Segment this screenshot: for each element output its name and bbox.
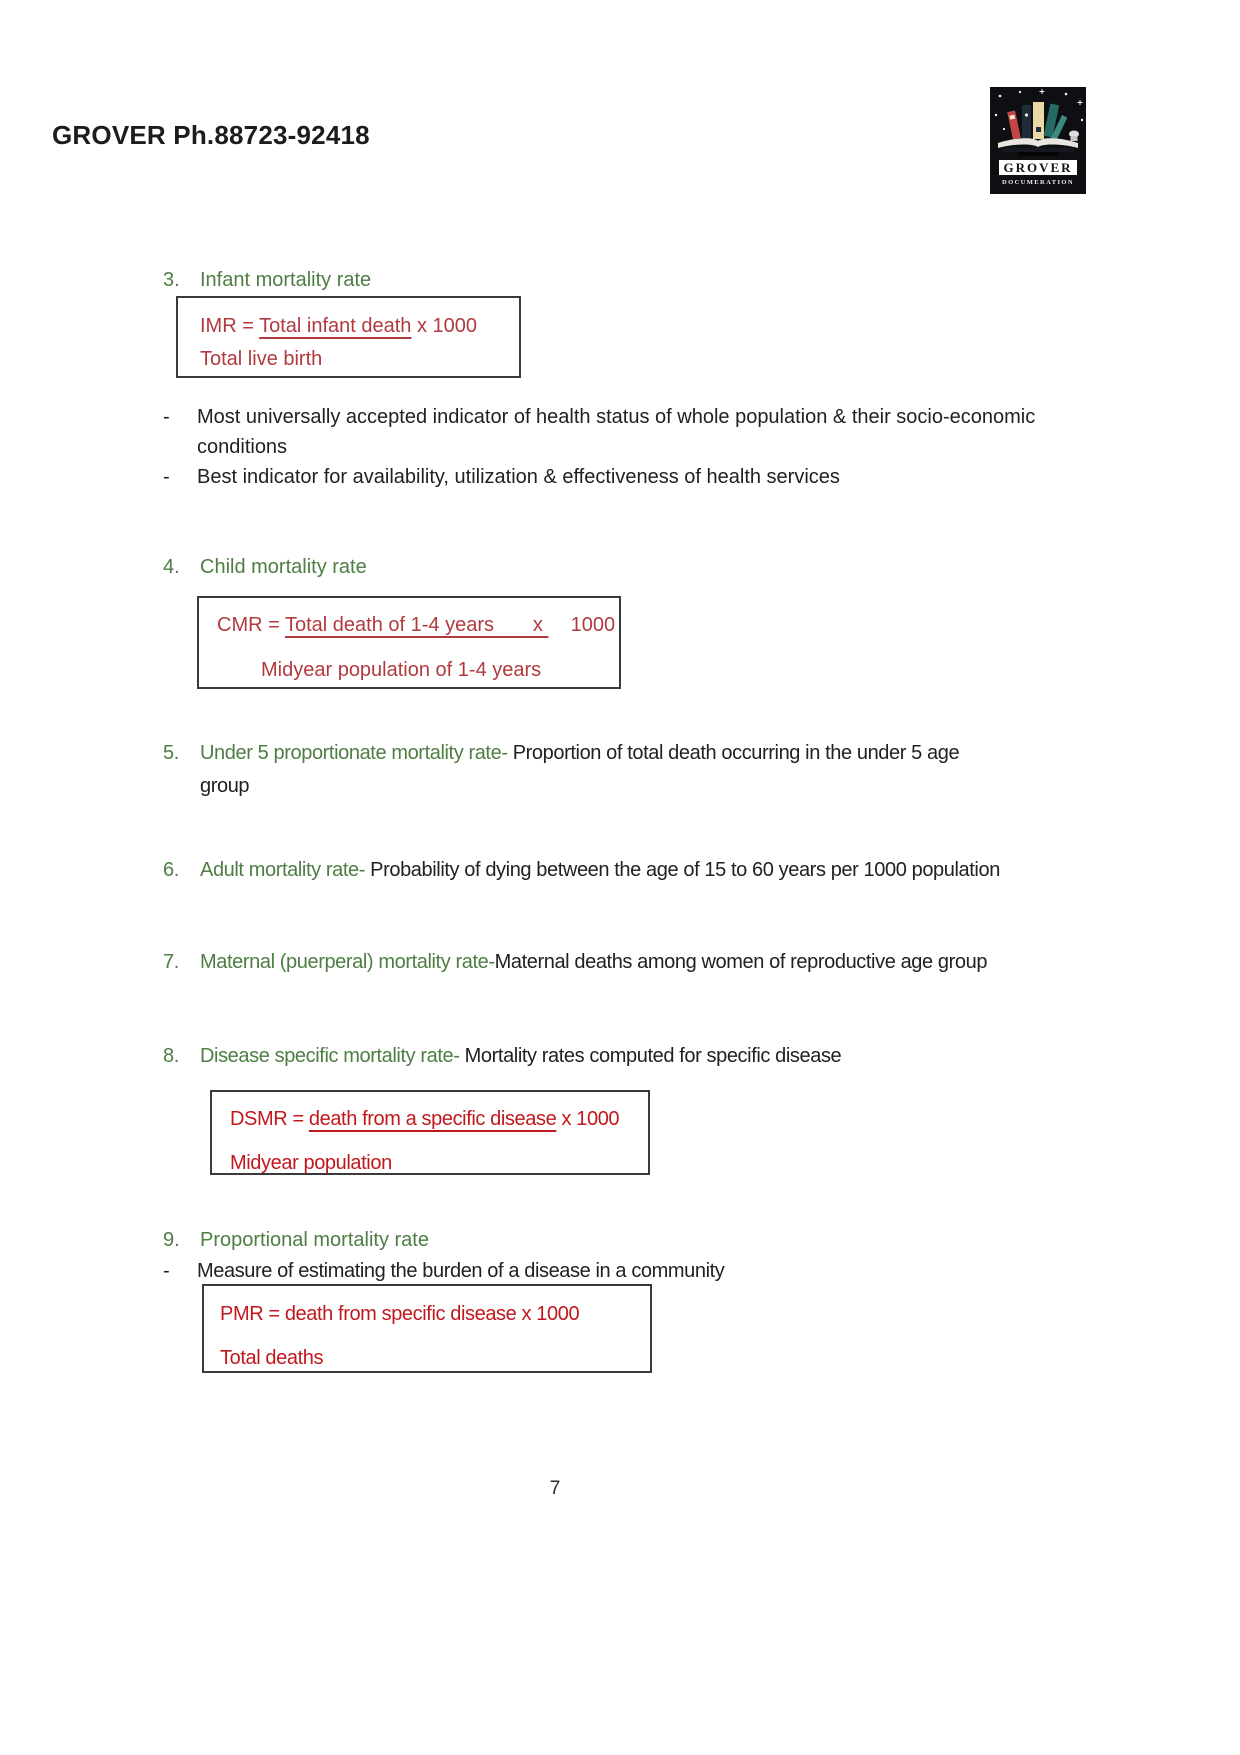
grover-logo <box>990 87 1086 194</box>
bullet-line: Measure of estimating the burden of a disease in a community <box>197 1260 725 1282</box>
item9-heading <box>163 1228 429 1252</box>
item5-body: Proportion of total death occurring in the under 5 age <box>507 742 960 764</box>
dsmr-formula-box <box>210 1090 650 1175</box>
item3-number: 3. <box>163 269 180 291</box>
item8-body: Mortality rates computed for specific disease <box>459 1045 842 1067</box>
item8-title: Disease specific mortality rate- <box>200 1045 460 1067</box>
item8-number: 8. <box>163 1045 179 1067</box>
item6-title: Adult mortality rate- <box>200 859 365 881</box>
imr-formula-denominator: Total live birth <box>200 348 323 370</box>
item6-number: 6. <box>163 859 179 881</box>
item6 <box>163 858 1000 882</box>
imr-suffix: x 1000 <box>411 315 478 337</box>
item4-title: Child mortality rate <box>200 556 367 578</box>
cmr-formula-denominator: Midyear population of 1-4 years <box>261 659 542 681</box>
item5-line2: group <box>200 775 250 797</box>
imr-formula-box <box>176 296 521 378</box>
logo-title: GROVER <box>997 158 1079 177</box>
bullet-line: Best indicator for availability, utilization & effectiveness of health services <box>197 466 840 488</box>
dsmr-underlined: death from a specific disease <box>308 1108 557 1130</box>
bullet-dash: - <box>163 406 170 428</box>
item3-heading <box>163 268 371 292</box>
item5-line1 <box>163 737 959 770</box>
item4-heading <box>163 555 367 579</box>
cmr-prefix: CMR = <box>217 614 285 636</box>
imr-underlined: Total infant death <box>259 315 412 337</box>
cmr-formula-box <box>197 596 621 689</box>
item9-bullet <box>163 1256 724 1286</box>
cmr-underlined: Total death of 1-4 years x <box>284 614 549 636</box>
item5-number: 5. <box>163 742 179 764</box>
logo-books-icon <box>990 87 1086 157</box>
bullet-text <box>197 462 840 492</box>
item3-title: Infant mortality rate <box>200 269 372 291</box>
bullet-item <box>163 462 1035 492</box>
header-title: GROVER Ph.88723-92418 <box>52 120 370 150</box>
item8 <box>163 1044 841 1068</box>
dsmr-formula-denominator: Midyear population <box>230 1152 392 1174</box>
cmr-formula-numerator <box>217 611 616 639</box>
item7-title: Maternal (puerperal) mortality rate- <box>200 951 495 973</box>
bullet-dash: - <box>163 1260 170 1282</box>
item6-body: Probability of dying between the age of 15 to 60 years per 1000 population <box>365 859 1000 881</box>
logo-subtitle: DOCUMERATION <box>1002 179 1074 186</box>
bullet-dash: - <box>163 466 170 488</box>
item7-number: 7. <box>163 951 179 973</box>
dsmr-formula-numerator <box>230 1105 638 1133</box>
item7-body: Maternal deaths among women of reproductive age group <box>494 951 988 973</box>
item9-number: 9. <box>163 1229 180 1251</box>
pmr-formula-denominator: Total deaths <box>220 1347 324 1369</box>
dsmr-prefix: DSMR = <box>230 1108 309 1130</box>
pmr-formula-box <box>202 1284 652 1373</box>
item9-title: Proportional mortality rate <box>200 1229 429 1251</box>
item4-number: 4. <box>163 556 180 578</box>
bullet-text <box>197 402 1035 462</box>
bullet-item <box>163 402 1035 462</box>
item5 <box>163 737 959 803</box>
imr-prefix: IMR = <box>200 315 260 337</box>
item5-title: Under 5 proportionate mortality rate- <box>200 742 508 764</box>
imr-formula-numerator <box>200 310 509 343</box>
bullet-line: conditions <box>197 436 288 458</box>
dsmr-suffix: x 1000 <box>556 1108 620 1130</box>
item3-bullets <box>163 402 1035 492</box>
page-number: 7 <box>549 1478 561 1499</box>
cmr-suffix: 1000 <box>548 614 616 636</box>
pmr-formula-numerator: PMR = death from specific disease x 1000 <box>220 1303 580 1325</box>
item7 <box>163 950 987 974</box>
bullet-line: Most universally accepted indicator of health status of whole population & their socio-economic <box>197 406 1036 428</box>
